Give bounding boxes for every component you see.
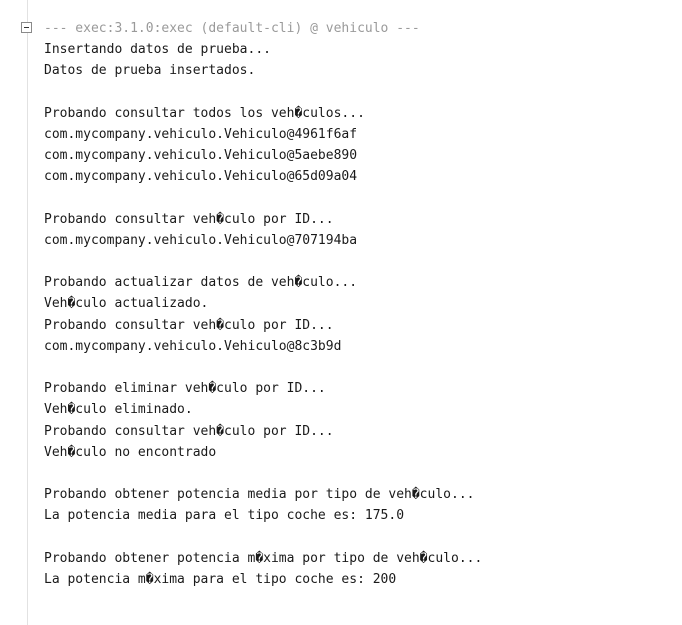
output-line: Probando consultar veh�culo por ID... (44, 211, 334, 227)
collapse-icon[interactable] (21, 22, 32, 33)
output-line: Veh�culo actualizado. (44, 296, 209, 312)
blank-line (44, 188, 678, 209)
output-line: La potencia media para el tipo coche es: 175.0 (44, 508, 405, 524)
output-line: Probando consultar veh�culo por ID... (44, 317, 334, 333)
output-line: Probando eliminar veh�culo por ID... (44, 381, 326, 397)
output-line: Probando obtener potencia m�xima por tipo de veh�culo... (44, 550, 483, 566)
output-line: com.mycompany.vehiculo.Vehiculo@707194ba (44, 232, 358, 248)
output-line: Veh�culo no encontrado (44, 444, 217, 460)
output-line: Veh�culo eliminado. (44, 402, 193, 418)
blank-line (44, 527, 678, 548)
output-line: Probando consultar todos los veh�culos... (44, 105, 365, 121)
output-line: La potencia m�xima para el tipo coche es: 200 (44, 571, 397, 587)
output-line: Probando actualizar datos de veh�culo... (44, 275, 358, 291)
output-line: com.mycompany.vehiculo.Vehiculo@8c3b9d (44, 338, 342, 354)
output-lines (44, 39, 678, 590)
output-line: com.mycompany.vehiculo.Vehiculo@4961f6af (44, 126, 358, 142)
output-line: Insertando datos de prueba... (44, 42, 271, 58)
output-line: Probando consultar veh�culo por ID... (44, 423, 334, 439)
blank-line (44, 463, 678, 484)
console-output (44, 18, 678, 590)
blank-line (44, 357, 678, 378)
exec-header-line: --- exec:3.1.0:exec (default-cli) @ vehiculo --- (44, 21, 420, 36)
output-line: Probando obtener potencia media por tipo de veh�culo... (44, 487, 475, 503)
fold-gutter-line (27, 0, 28, 625)
output-line: com.mycompany.vehiculo.Vehiculo@65d09a04 (44, 169, 358, 185)
blank-line (44, 251, 678, 272)
output-line: Datos de prueba insertados. (44, 63, 256, 79)
blank-line (44, 82, 678, 103)
output-line: com.mycompany.vehiculo.Vehiculo@5aebe890 (44, 148, 358, 164)
